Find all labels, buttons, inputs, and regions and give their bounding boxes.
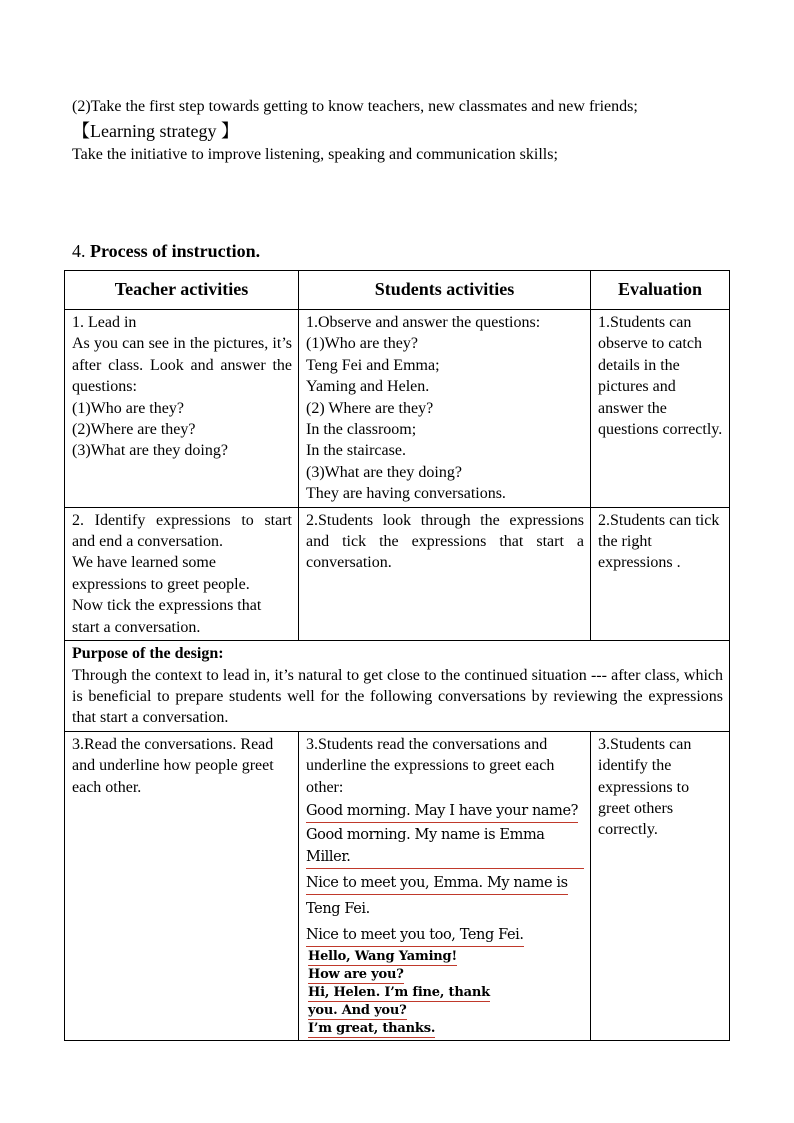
table-row — [65, 731, 730, 1040]
objective-line: (2)Take the first step towards getting to know teachers, new classmates and new friends; — [72, 98, 638, 115]
conversation-line: Hello, Wang Yaming! — [308, 948, 457, 964]
instruction-table — [64, 270, 730, 1041]
cell-line: Yaming and Helen. — [306, 378, 430, 396]
cell-line: As you can see in the pictures, it’s after class. Look and answer the questions: — [72, 335, 292, 396]
cell-line: (2) Where are they? — [306, 399, 434, 417]
cell-line: (2)Where are they? — [72, 421, 196, 439]
cell-line: (1)Who are they? — [306, 335, 418, 353]
evaluation-cell: 1.Students can observe to catch details in the pictures and answer the questions correctly. — [591, 310, 730, 508]
cell-line: Teng Fei and Emma; — [306, 356, 440, 374]
conversation-line: Teng Fei. — [306, 900, 370, 917]
strategy-text: Take the initiative to improve listening, speaking and communication skills; — [72, 146, 558, 163]
purpose-cell — [65, 641, 730, 732]
cell-line: (1)Who are they? — [72, 399, 184, 417]
section-title: Process of instruction. — [90, 241, 261, 261]
teacher-cell: 3.Read the conversations. Read and underline how people greet each other. — [65, 731, 299, 1040]
students-cell — [299, 731, 591, 1040]
teacher-cell — [65, 310, 299, 508]
purpose-row — [65, 641, 730, 732]
table-header-row — [65, 271, 730, 310]
conversation-line: Nice to meet you, Emma. My name is — [306, 872, 568, 895]
cell-line: (3)What are they doing? — [72, 442, 228, 460]
cell-line: They are having conversations. — [306, 485, 506, 503]
section-number: 4. — [72, 241, 86, 261]
cell-line: Now tick the expressions that start a conversation. — [72, 597, 262, 636]
evaluation-cell: 2.Students can tick the right expressions . — [591, 507, 730, 640]
header-evaluation: Evaluation — [591, 271, 730, 310]
header-teacher: Teacher activities — [65, 271, 299, 310]
cell-line: 1.Observe and answer the questions: — [306, 314, 541, 331]
conversation-line: Nice to meet you too, Teng Fei. — [306, 924, 524, 947]
conversation-line: Good morning. My name is Emma Miller. — [306, 824, 584, 869]
strategy-heading: 【Learning strategy 】 — [72, 121, 239, 141]
purpose-text: Through the context to lead in, it’s natural to get close to the continued situation --- after class, which is beneficial to prepare students well for the following conversations by reviewing the expressions that start a conversation. — [72, 666, 723, 727]
conversation-line: How are you? — [308, 966, 404, 982]
students-cell — [299, 310, 591, 508]
conversation-line: Good morning. May I have your name? — [306, 800, 578, 823]
header-students: Students activities — [299, 271, 591, 310]
table-row — [65, 310, 730, 508]
cell-line: 2. Identify expressions to start and end a conversation. — [72, 511, 292, 551]
conversation-line: I’m great, thanks. — [308, 1020, 436, 1036]
conversation-line: Hi, Helen. I’m fine, thank — [308, 984, 490, 1000]
students-cell: 2.Students look through the expressions and tick the expressions that start a conversation. — [299, 507, 591, 640]
cell-line: We have learned some expressions to greet people. — [72, 554, 250, 593]
cell-line: 1. Lead in — [72, 314, 137, 331]
cell-line: 3.Students read the conversations and underline the expressions to greet each other: — [306, 735, 555, 796]
cell-line: In the classroom; — [306, 421, 417, 439]
purpose-title: Purpose of the design: — [72, 645, 224, 663]
conversation-image-1 — [306, 798, 584, 948]
conversation-line: you. And you? — [308, 1002, 407, 1018]
teacher-cell — [65, 507, 299, 640]
table-row — [65, 507, 730, 640]
evaluation-cell: 3.Students can identify the expressions to greet others correctly. — [591, 731, 730, 1040]
cell-line: In the staircase. — [306, 442, 406, 460]
intro-block — [72, 96, 722, 165]
conversation-image-2 — [308, 948, 584, 1038]
section-heading — [72, 239, 260, 263]
cell-line: (3)What are they doing? — [306, 463, 462, 481]
